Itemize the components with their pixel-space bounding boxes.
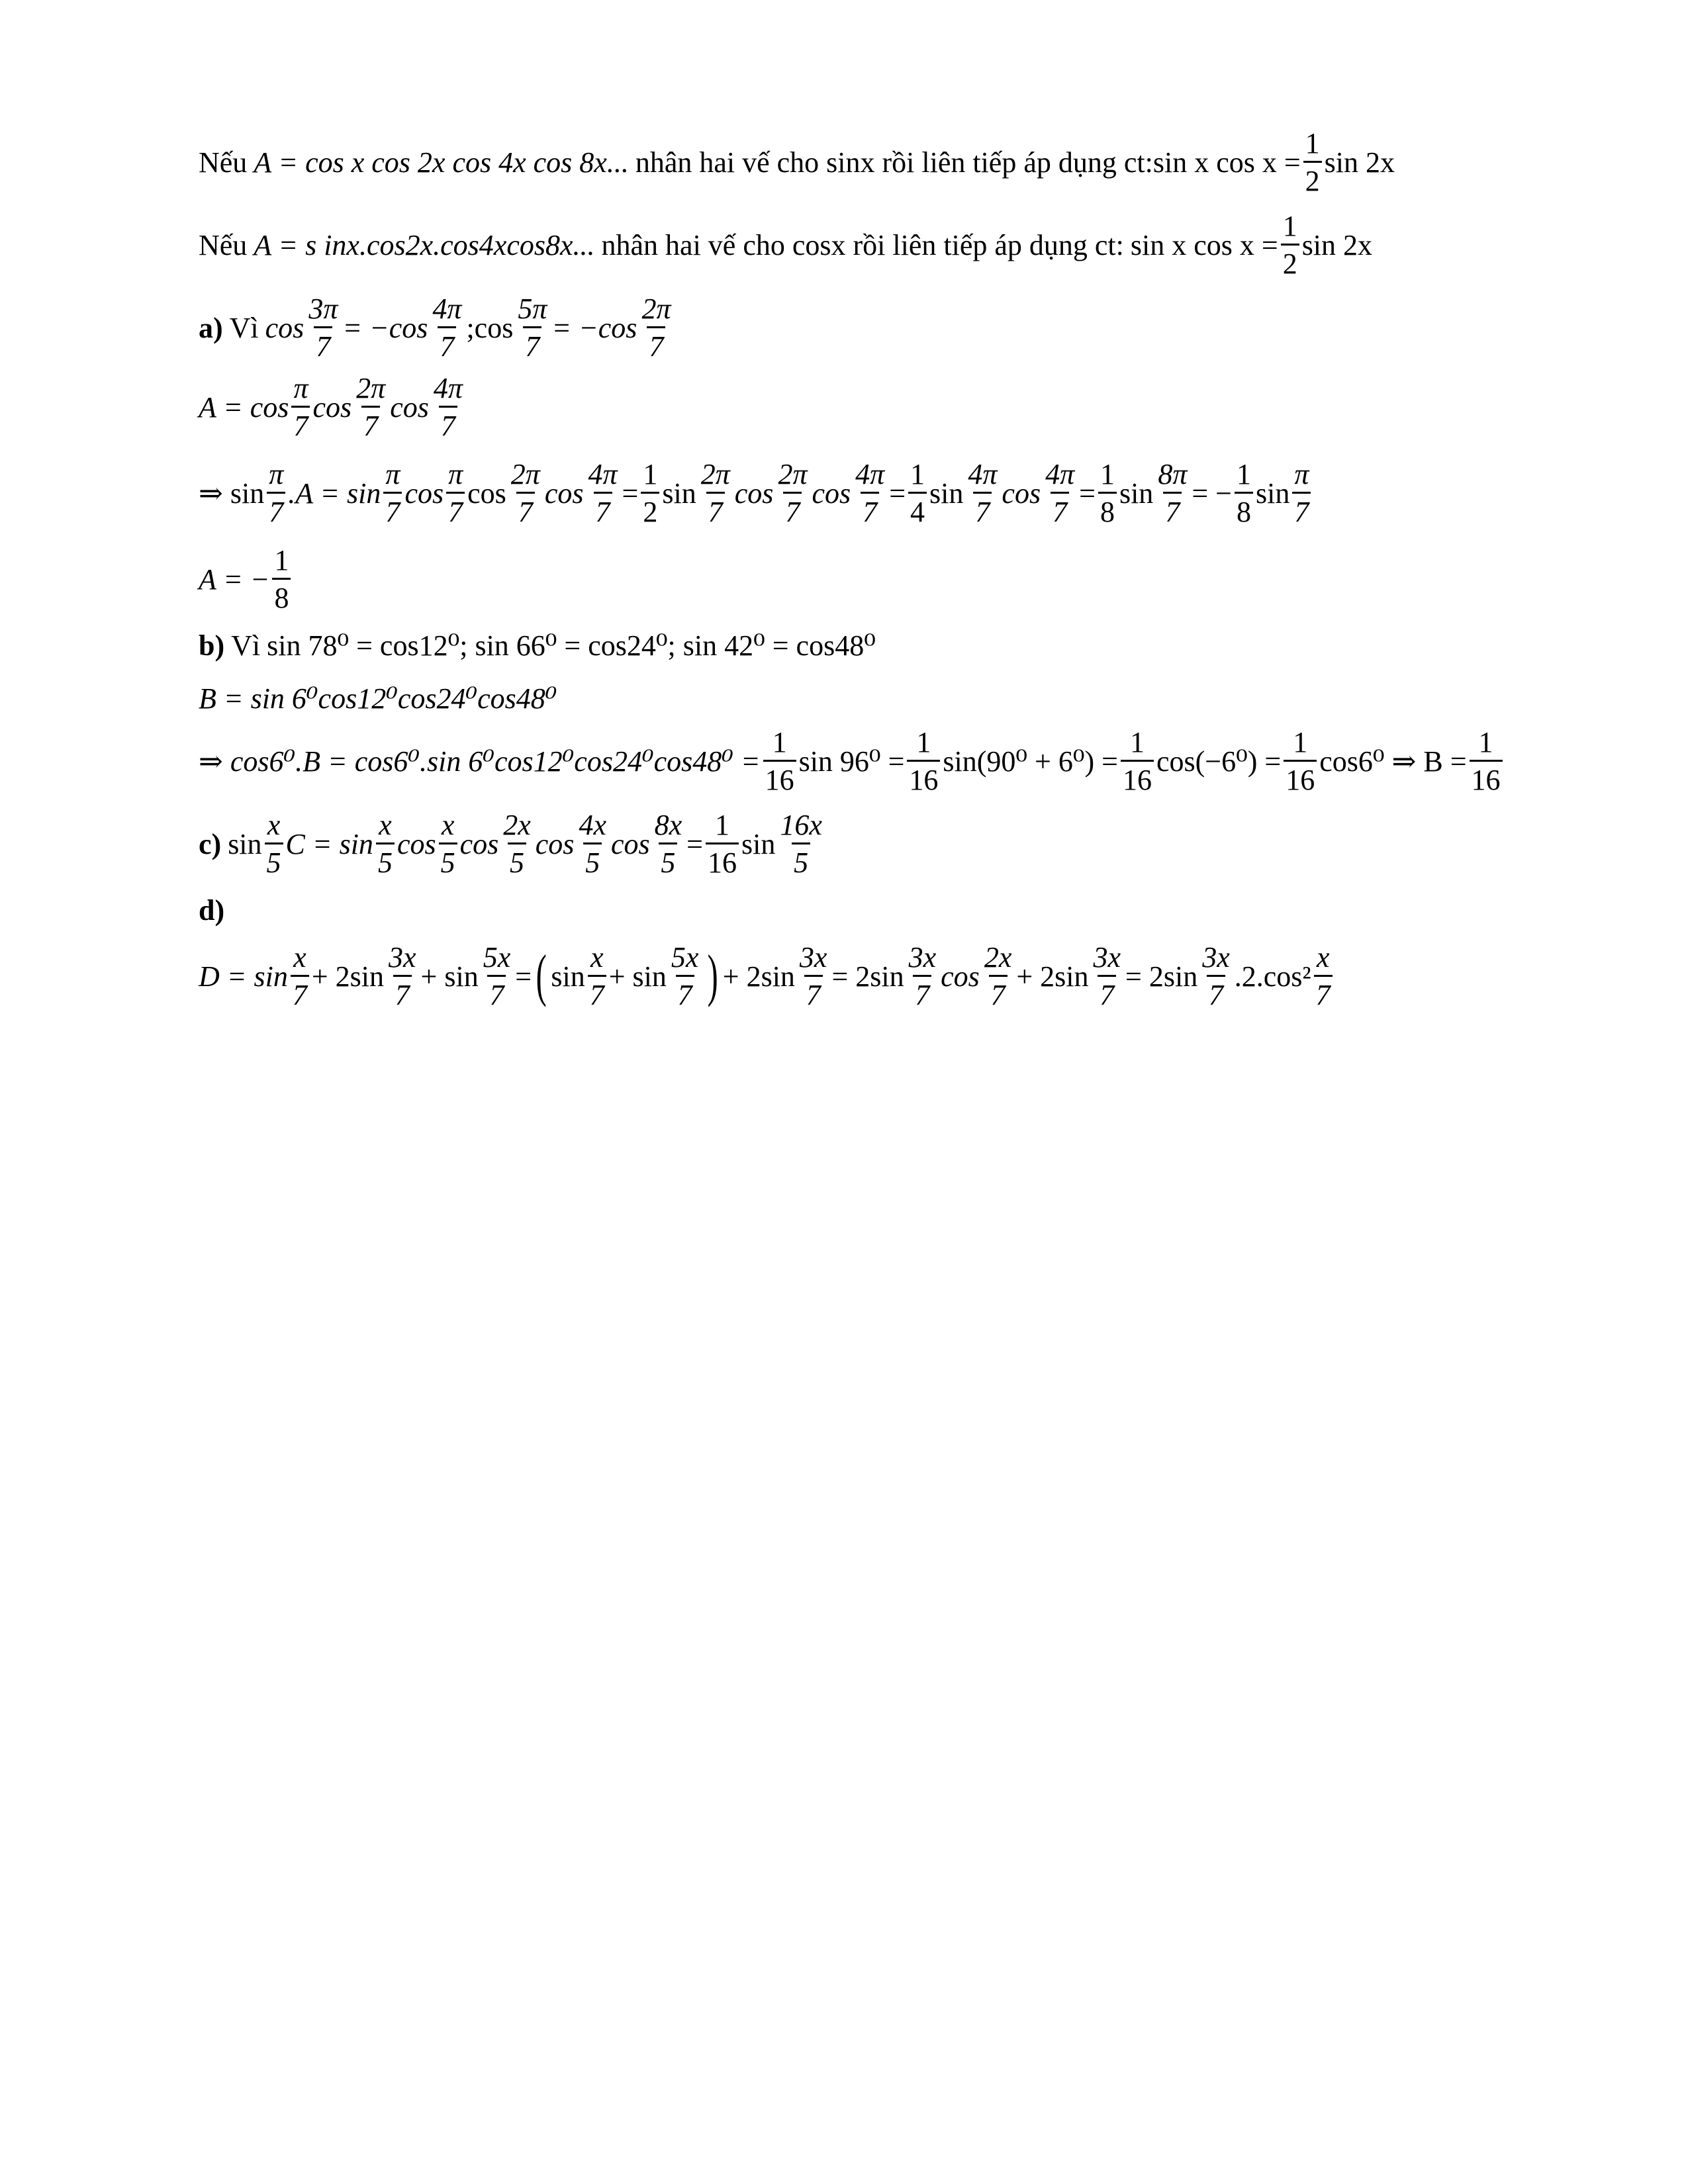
math-text: cos bbox=[1002, 477, 1041, 510]
fraction: $\frac{1}{16}$ bbox=[1470, 728, 1503, 795]
fraction: $\frac{16x}{5}$ bbox=[780, 808, 822, 879]
math-text: cos bbox=[734, 477, 774, 510]
fraction: $\frac{x}{5}$ bbox=[439, 811, 457, 878]
part-d-computation bbox=[199, 940, 1335, 1013]
math-text: .A = sin bbox=[288, 477, 381, 510]
math-text: cos bbox=[390, 390, 429, 424]
math-text: = bbox=[889, 477, 906, 510]
fraction: $\frac{2\pi}{7}$ bbox=[778, 457, 808, 528]
fraction: $\frac{4\pi}{7}$ bbox=[1045, 457, 1075, 528]
math-text: sin 78⁰ = cos12⁰; sin 66⁰ = cos24⁰; sin 42⁰ = cos48⁰ bbox=[267, 629, 876, 662]
math-text: = −cos bbox=[551, 311, 637, 344]
part-b-header bbox=[199, 622, 876, 668]
text-vi: Vì bbox=[229, 311, 259, 344]
fraction: $\frac{3x}{7}$ bbox=[799, 940, 827, 1011]
math-text: ;cos bbox=[466, 311, 514, 344]
fraction: $\frac{1}{16}$ bbox=[1284, 728, 1317, 795]
fraction: $\frac{3x}{7}$ bbox=[908, 940, 937, 1011]
fraction: $\frac{1}{8}$ bbox=[272, 546, 291, 613]
math-text: = bbox=[1079, 477, 1096, 510]
math-text: sin bbox=[929, 477, 964, 510]
formula-sin2x: sin 2x bbox=[1324, 146, 1395, 179]
fraction: $\frac{8\pi}{7}$ bbox=[1158, 457, 1188, 528]
fraction: $\frac{5x}{7}$ bbox=[671, 940, 699, 1011]
math-text: sin bbox=[741, 827, 776, 860]
math-text: cos bbox=[265, 311, 305, 344]
part-label-a: a) bbox=[199, 311, 223, 344]
fraction: $\frac{4\pi}{7}$ bbox=[968, 457, 998, 528]
math-text: sin bbox=[551, 960, 585, 993]
part-a-definition bbox=[199, 371, 467, 443]
math-text: cos bbox=[812, 477, 851, 510]
fraction: $\frac{x}{7}$ bbox=[291, 943, 309, 1010]
line-formula-cos-product bbox=[199, 126, 1395, 199]
fraction: $\frac{2\pi}{7}$ bbox=[356, 371, 386, 442]
math-text: = bbox=[515, 960, 532, 993]
math-text: D = sin bbox=[199, 960, 288, 993]
part-c-computation bbox=[199, 807, 827, 880]
math-text: = 2sin bbox=[831, 960, 904, 993]
fraction: $\frac{1}{4}$ bbox=[908, 460, 927, 527]
fraction: $\frac{1}{16}$ bbox=[706, 811, 739, 878]
fraction: $\frac{1}{16}$ bbox=[907, 728, 940, 795]
part-d-header bbox=[199, 887, 224, 933]
math-text: cos bbox=[941, 960, 980, 993]
fraction: $\frac{\pi}{7}$ bbox=[1292, 460, 1311, 527]
formula-a-def: A = s inx.cos2x.cos4xcos8x... bbox=[254, 228, 595, 261]
math-text: cos(−6⁰) = bbox=[1156, 745, 1282, 778]
math-text: cos6⁰ ⇒ B = bbox=[1319, 745, 1467, 778]
fraction: $\frac{2\pi}{7}$ bbox=[641, 292, 671, 363]
fraction: $\frac{3x}{7}$ bbox=[1202, 940, 1230, 1011]
right-paren: ) bbox=[708, 944, 719, 1008]
fraction: $\frac{5x}{7}$ bbox=[483, 940, 511, 1011]
math-text: sin bbox=[1256, 477, 1290, 510]
part-b-definition bbox=[199, 675, 557, 721]
math-text: + 2sin bbox=[722, 960, 795, 993]
text-neu: Nếu bbox=[199, 228, 248, 261]
fraction: $\frac{x}{5}$ bbox=[265, 811, 283, 878]
math-text: + sin bbox=[420, 960, 479, 993]
math-text: cos bbox=[459, 827, 499, 860]
fraction: $\frac{1}{16}$ bbox=[1121, 728, 1154, 795]
fraction: $\frac{\pi}{7}$ bbox=[291, 374, 310, 441]
fraction: $\frac{x}{7}$ bbox=[1314, 943, 1333, 1010]
math-text: sin bbox=[228, 827, 262, 860]
fraction: $\frac{\pi}{7}$ bbox=[446, 460, 465, 527]
math-text: cos bbox=[535, 827, 575, 860]
math-text: C = sin bbox=[285, 827, 373, 860]
fraction: $\frac{4\pi}{7}$ bbox=[588, 457, 618, 528]
math-text: cos bbox=[467, 477, 506, 510]
fraction: $\frac{3x}{7}$ bbox=[389, 940, 416, 1011]
math-text: ⇒ sin bbox=[199, 477, 265, 510]
math-text: cos bbox=[544, 477, 584, 510]
fraction-one-half: $\frac{1}{2}$ bbox=[1303, 129, 1322, 196]
fraction: $\frac{5\pi}{7}$ bbox=[518, 292, 547, 363]
part-label-d: d) bbox=[199, 893, 225, 927]
math-text: = − bbox=[1192, 477, 1232, 510]
math-text: sin(90⁰ + 6⁰) = bbox=[943, 745, 1118, 778]
fraction: $\frac{2x}{7}$ bbox=[984, 940, 1012, 1011]
formula-identity: sin x cos x = bbox=[1152, 146, 1301, 179]
fraction: $\frac{\pi}{7}$ bbox=[267, 460, 285, 527]
math-text: + 2sin bbox=[1016, 960, 1089, 993]
part-a-result bbox=[199, 543, 293, 615]
math-text: A = − bbox=[199, 563, 270, 596]
math-text: cos bbox=[397, 827, 436, 860]
text-vi: Vì bbox=[231, 629, 261, 662]
line-formula-sin-product bbox=[199, 208, 1372, 281]
formula-sin2x: sin 2x bbox=[1301, 228, 1373, 261]
fraction-one-half: $\frac{1}{2}$ bbox=[1281, 212, 1299, 279]
fraction: $\frac{2x}{5}$ bbox=[503, 808, 531, 879]
instruction-text: nhân hai vế cho sinx rồi liên tiếp áp dụng ct: bbox=[635, 146, 1153, 179]
fraction: $\frac{3x}{7}$ bbox=[1093, 940, 1121, 1011]
fraction: $\frac{x}{7}$ bbox=[588, 943, 606, 1010]
math-text: B = sin 6⁰cos12⁰cos24⁰cos48⁰ bbox=[199, 682, 557, 715]
formula-identity: sin x cos x = bbox=[1130, 228, 1278, 261]
math-text: sin bbox=[662, 477, 696, 510]
fraction: $\frac{x}{5}$ bbox=[376, 811, 395, 878]
math-text: sin bbox=[1119, 477, 1154, 510]
fraction: $\frac{1}{8}$ bbox=[1235, 460, 1253, 527]
math-text: A = cos bbox=[199, 390, 289, 424]
math-text: + 2sin bbox=[311, 960, 384, 993]
part-a-header bbox=[199, 291, 675, 364]
math-text: cos bbox=[312, 390, 352, 424]
fraction: $\frac{1}{2}$ bbox=[641, 460, 659, 527]
part-label-c: c) bbox=[199, 827, 222, 860]
fraction: $\frac{2\pi}{7}$ bbox=[700, 457, 730, 528]
math-text: cos bbox=[404, 477, 444, 510]
math-text: = −cos bbox=[342, 311, 428, 344]
fraction: $\frac{1}{16}$ bbox=[763, 728, 796, 795]
math-text: .2.cos² bbox=[1234, 960, 1311, 993]
math-text: sin 96⁰ = bbox=[798, 745, 905, 778]
fraction: $\frac{4x}{5}$ bbox=[579, 808, 606, 879]
fraction: $\frac{8x}{5}$ bbox=[654, 808, 682, 879]
fraction: $\frac{4\pi}{7}$ bbox=[855, 457, 885, 528]
math-text: cos bbox=[610, 827, 650, 860]
fraction: $\frac{2\pi}{7}$ bbox=[510, 457, 540, 528]
fraction: $\frac{4\pi}{7}$ bbox=[432, 292, 462, 363]
math-text: + sin bbox=[608, 960, 667, 993]
fraction: $\frac{\pi}{7}$ bbox=[383, 460, 402, 527]
math-text: ⇒ cos6⁰.B = cos6⁰.sin 6⁰cos12⁰cos24⁰cos48⁰ = bbox=[199, 745, 761, 778]
formula-a-def: A = cos x cos 2x cos 4x cos 8x... bbox=[254, 146, 629, 179]
part-a-computation bbox=[199, 457, 1313, 529]
math-text: = bbox=[622, 477, 639, 510]
part-label-b: b) bbox=[199, 629, 225, 662]
left-paren: ( bbox=[536, 944, 547, 1008]
math-text: = 2sin bbox=[1125, 960, 1198, 993]
math-text: = bbox=[686, 827, 703, 860]
instruction-text: nhân hai vế cho cosx rồi liên tiếp áp dụng ct: bbox=[601, 228, 1124, 261]
part-b-computation bbox=[199, 725, 1505, 797]
fraction: $\frac{4\pi}{7}$ bbox=[433, 371, 463, 442]
fraction: $\frac{1}{8}$ bbox=[1098, 460, 1117, 527]
fraction: $\frac{3\pi}{7}$ bbox=[308, 292, 338, 363]
text-neu: Nếu bbox=[199, 146, 248, 179]
